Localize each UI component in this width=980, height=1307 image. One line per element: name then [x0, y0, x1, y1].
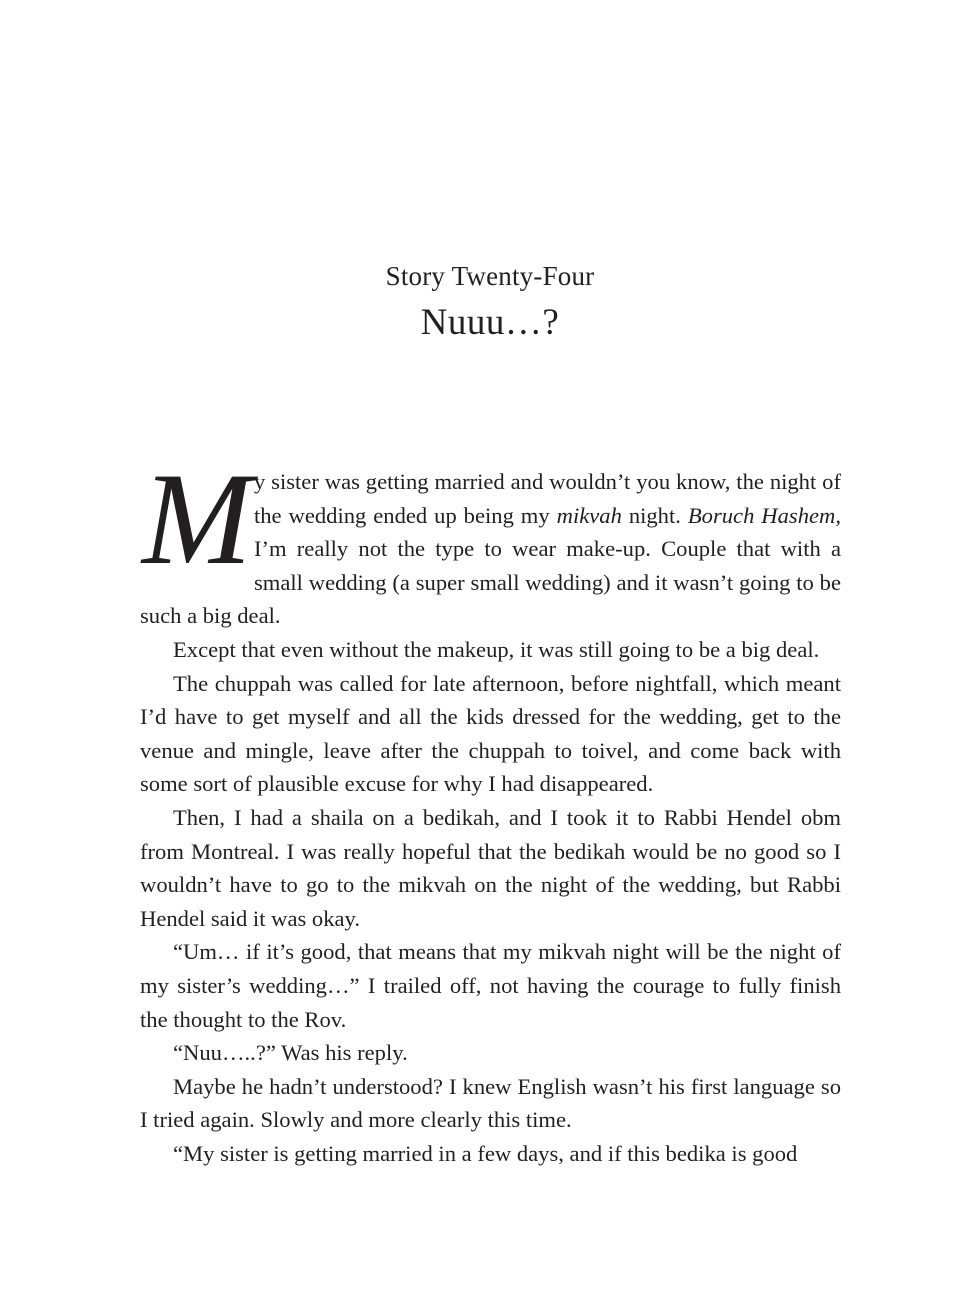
paragraph-1-text-a: y sister was getting married and wouldn’t you know, the night of the wedding ended up being my: [253, 469, 841, 528]
story-title: Nuuu…?: [420, 302, 560, 343]
paragraph-8: “My sister is getting married in a few days, and if this bedika is good: [173, 1140, 798, 1166]
paragraph-6: “Nuu…..?” Was his reply.: [173, 1040, 408, 1066]
paragraph-1-text-b: night.: [621, 502, 688, 528]
paragraph-3: The chuppah was called for late afternoon, before nightfall, which meant I’d have to get myself and all the kids dressed for the wedding, get to the venue and mingle, leave after the chuppah to toivel, and come back with some sort of plausible excuse for why I had disappeared.: [140, 670, 841, 797]
paragraph-1-text-c: I’m really not the type to wear make-up. Couple that with a small wedding (a super small wedding) and it wasn’t going to be such a big deal.: [140, 536, 841, 629]
paragraph-2: Except that even without the makeup, it was still going to be a big deal.: [173, 636, 820, 662]
paragraph-4: Then, I had a shaila on a bedikah, and I took it to Rabbi Hendel obm from Montreal. I was really hopeful that the bedikah would be no good so I wouldn’t have to go to the mikvah on the night of the wedding, but Rabbi Hendel said it was okay.: [140, 804, 841, 931]
drop-cap: M: [142, 445, 248, 592]
paragraph-1: [140, 445, 842, 633]
story-body: [140, 445, 842, 1170]
story-label: Story Twenty-Four: [385, 261, 595, 291]
paragraph-1-italic-mikvah: mikvah: [556, 502, 622, 528]
paragraph-7: Maybe he hadn’t understood? I knew English wasn’t his first language so I tried again. Slowly and more clearly this time.: [140, 1073, 841, 1133]
paragraph-1-italic-boruch-hashem: Boruch Hashem,: [687, 502, 842, 528]
chapter-header: [0, 258, 980, 348]
paragraph-5: “Um… if it’s good, that means that my mikvah night will be the night of my sister’s wedding…” I trailed off, not having the courage to fully finish the thought to the Rov.: [140, 939, 841, 1032]
